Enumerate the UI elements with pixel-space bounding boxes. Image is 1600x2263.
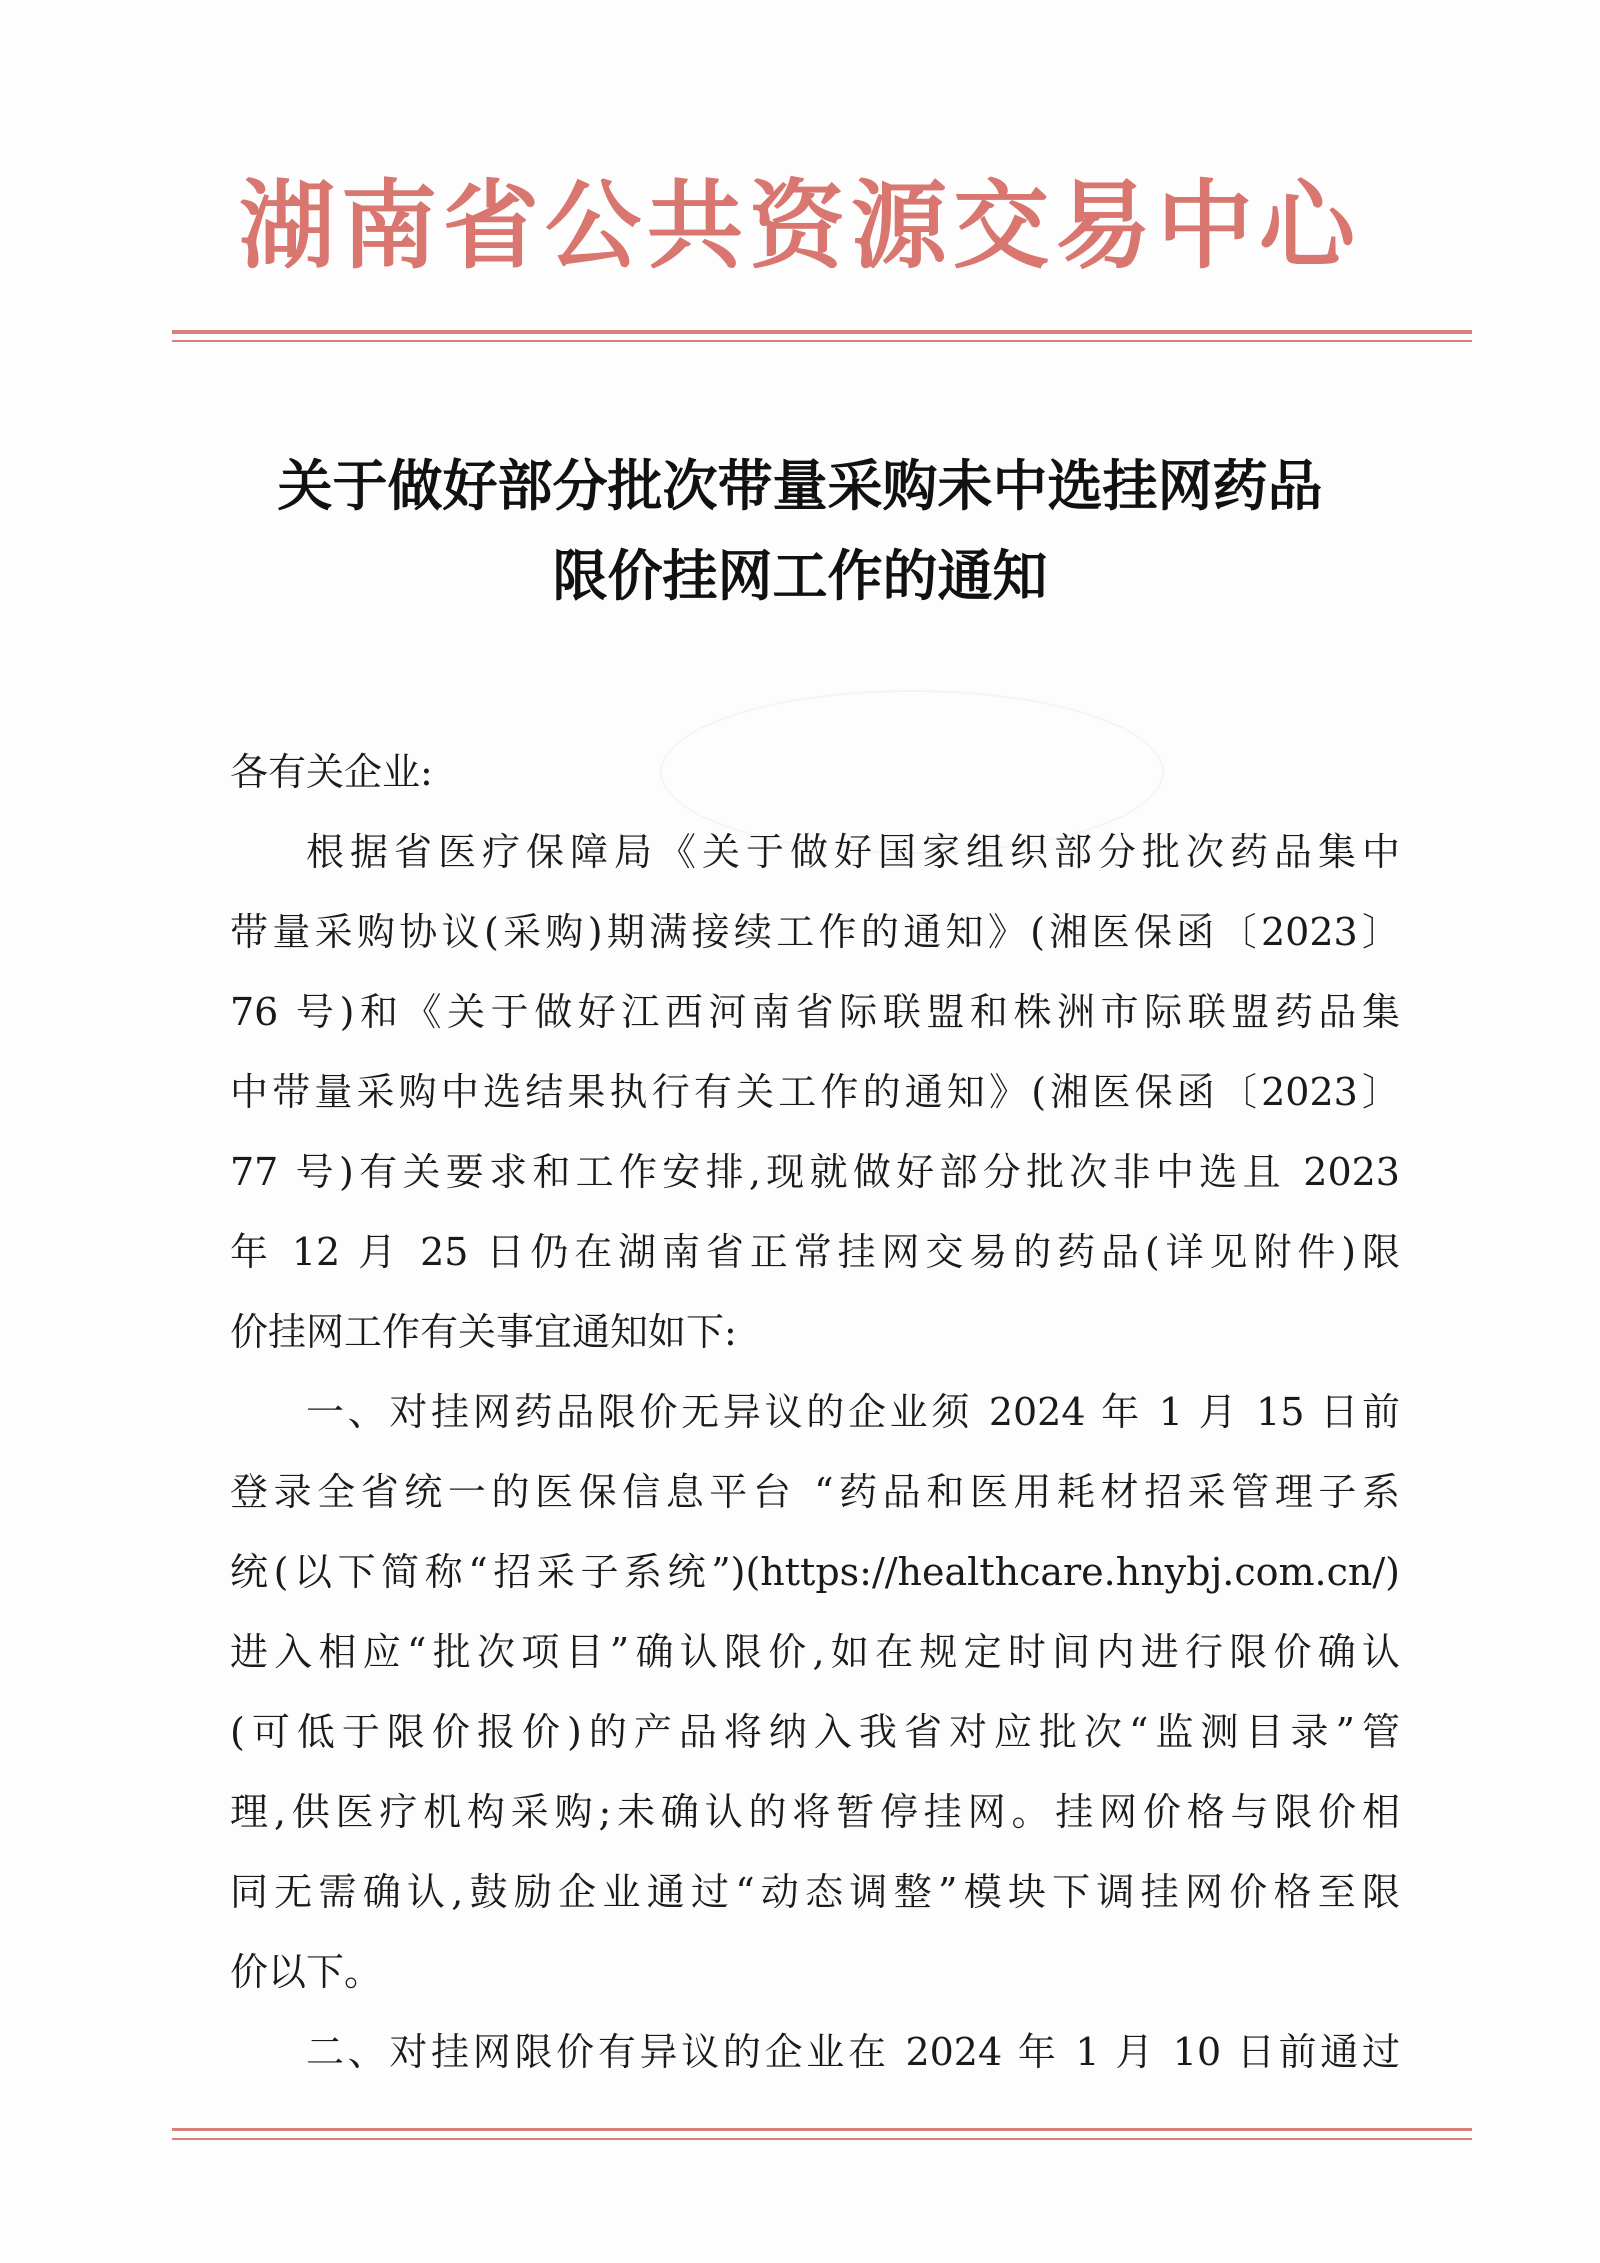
footer-red-rule-thin — [172, 2138, 1472, 2140]
body-line: 统(以下简称“招采子系统”)(https://healthcare.hnybj.com.cn/) — [230, 1550, 1400, 1594]
document-title-line-1: 关于做好部分批次带量采购未中选挂网药品 — [277, 453, 1323, 518]
body-line: 二、对挂网限价有异议的企业在 2024 年 1 月 10 日前通过 — [306, 2030, 1400, 2074]
letterhead-org-name: 湖南省公共资源交易中心 — [239, 169, 1361, 282]
body-line: 带量采购协议(采购)期满接续工作的通知》(湘医保函〔2023〕 — [230, 910, 1400, 954]
body-line: 根据省医疗保障局《关于做好国家组织部分批次药品集中 — [306, 830, 1400, 874]
body-line: 中带量采购中选结果执行有关工作的通知》(湘医保函〔2023〕 — [230, 1070, 1400, 1114]
footer-red-rule-thick — [172, 2128, 1472, 2131]
body-line: 理,供医疗机构采购;未确认的将暂停挂网。挂网价格与限价相 — [230, 1790, 1400, 1834]
body-line: 同无需确认,鼓励企业通过“动态调整”模块下调挂网价格至限 — [230, 1870, 1400, 1914]
body-line: 进入相应“批次项目”确认限价,如在规定时间内进行限价确认 — [230, 1630, 1400, 1674]
letterhead-red-rule-thick — [172, 330, 1472, 334]
body-line: 价挂网工作有关事宜通知如下: — [230, 1310, 737, 1354]
body-line: 一、对挂网药品限价无异议的企业须 2024 年 1 月 15 日前 — [306, 1390, 1400, 1434]
document-body — [230, 732, 1400, 2092]
body-line: (可低于限价报价)的产品将纳入我省对应批次“监测目录”管 — [230, 1710, 1400, 1754]
body-line: 价以下。 — [230, 1950, 383, 1994]
salutation: 各有关企业: — [230, 750, 433, 794]
body-line: 年 12 月 25 日仍在湖南省正常挂网交易的药品(详见附件)限 — [230, 1230, 1400, 1274]
document-title-line-2: 限价挂网工作的通知 — [552, 543, 1048, 608]
body-line: 登录全省统一的医保信息平台 “药品和医用耗材招采管理子系 — [230, 1470, 1400, 1514]
letterhead-red-rule-thin — [172, 340, 1472, 342]
body-line: 76 号)和《关于做好江西河南省际联盟和株洲市际联盟药品集 — [230, 990, 1400, 1034]
body-line: 77 号)有关要求和工作安排,现就做好部分批次非中选且 2023 — [230, 1150, 1400, 1194]
